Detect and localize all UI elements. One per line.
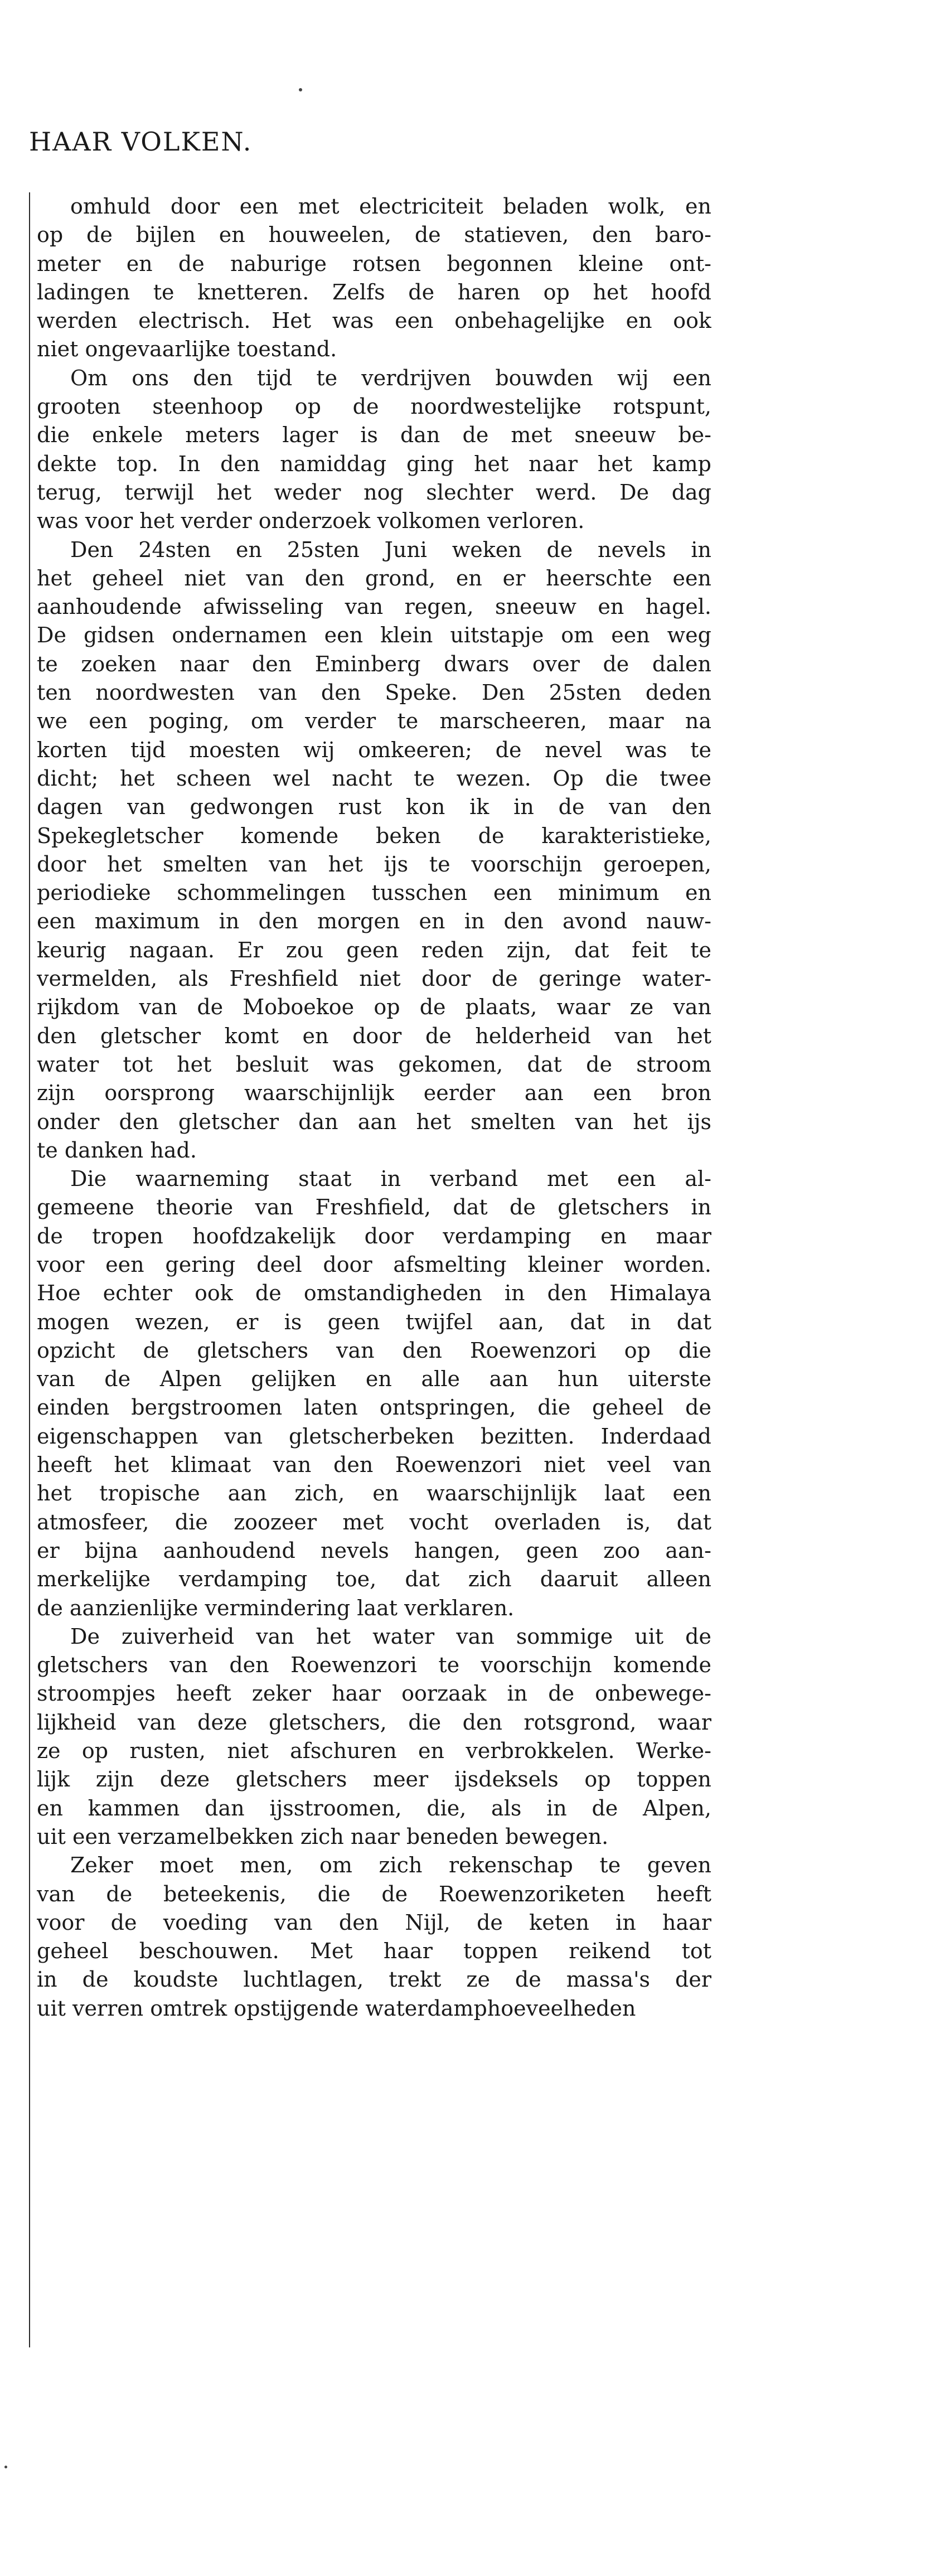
text-line: aanhoudende afwisseling van regen, sneeuw en hagel. bbox=[37, 594, 711, 619]
margin-rule bbox=[29, 192, 30, 2347]
text-line: meter en de naburige rotsen begonnen kleine ont- bbox=[37, 251, 711, 276]
text-line: atmosfeer, die zoozeer met vocht overladen is, dat bbox=[37, 1509, 711, 1534]
paragraph bbox=[37, 364, 711, 536]
text-line: dekte top. In den namiddag ging het naar het kamp bbox=[37, 451, 711, 476]
text-line: grooten steenhoop op de noordwestelijke rotspunt, bbox=[37, 394, 711, 419]
text-line: vermelden, als Freshfield niet door de geringe water- bbox=[37, 966, 711, 991]
paragraph bbox=[37, 536, 711, 1165]
text-line: in de koudste luchtlagen, trekt ze de massa's der bbox=[37, 1967, 711, 1992]
text-line: van de Alpen gelijken en alle aan hun uiterste bbox=[37, 1367, 711, 1392]
text-line: niet ongevaarlijke toestand. bbox=[37, 337, 337, 362]
text-line: die enkele meters lager is dan de met sneeuw be- bbox=[37, 423, 711, 448]
text-line: lijkheid van deze gletschers, die den rotsgrond, waar bbox=[37, 1710, 711, 1735]
text-line: ladingen te knetteren. Zelfs de haren op het hoofd bbox=[37, 279, 711, 304]
text-line: een maximum in den morgen en in den avond nauw- bbox=[37, 909, 711, 934]
text-line: het geheel niet van den grond, en er heerschte een bbox=[37, 565, 711, 590]
paragraph bbox=[37, 1165, 711, 1623]
text-line: voor een gering deel door afsmelting kleiner worden. bbox=[37, 1252, 711, 1277]
text-line: van de beteekenis, die de Roewenzoriketen heeft bbox=[37, 1881, 711, 1906]
text-line: uit verren omtrek opstijgende waterdamphoeveelheden bbox=[37, 1996, 636, 2021]
text-line: te zoeken naar den Eminberg dwars over de dalen bbox=[37, 651, 711, 676]
text-line: heeft het klimaat van den Roewenzori niet veel van bbox=[37, 1452, 711, 1478]
text-line: was voor het verder onderzoek volkomen verloren. bbox=[37, 509, 585, 534]
text-line: op de bijlen en houweelen, de statieven, den baro- bbox=[37, 222, 711, 248]
text-line: Spekegletscher komende beken de karakteristieke, bbox=[37, 823, 711, 848]
text-line: gemeene theorie van Freshfield, dat de gletschers in bbox=[37, 1195, 711, 1220]
printing-speck-bottom bbox=[4, 2466, 7, 2468]
text-line: gletschers van den Roewenzori te voorschijn komende bbox=[37, 1653, 711, 1678]
text-line: Om ons den tijd te verdrijven bouwden wij een bbox=[70, 365, 711, 390]
paragraph bbox=[37, 192, 711, 364]
text-line: keurig nagaan. Er zou geen reden zijn, dat feit te bbox=[37, 937, 711, 962]
text-line: geheel beschouwen. Met haar toppen reikend tot bbox=[37, 1939, 711, 1964]
text-line: te danken had. bbox=[37, 1137, 197, 1163]
text-line: den gletscher komt en door de helderheid van het bbox=[37, 1023, 711, 1048]
printing-speck-top bbox=[299, 88, 302, 91]
text-line: einden bergstroomen laten ontspringen, die geheel de bbox=[37, 1395, 711, 1420]
text-line: water tot het besluit was gekomen, dat de stroom bbox=[37, 1052, 711, 1077]
text-line: dagen van gedwongen rust kon ik in de van den bbox=[37, 795, 711, 820]
text-line: onder den gletscher dan aan het smelten van het ijs bbox=[37, 1109, 711, 1134]
text-line: mogen wezen, er is geen twijfel aan, dat in dat bbox=[37, 1309, 711, 1334]
text-line: periodieke schommelingen tusschen een minimum en bbox=[37, 880, 711, 906]
text-line: voor de voeding van den Nijl, de keten in haar bbox=[37, 1910, 711, 1935]
text-line: door het smelten van het ijs te voorschijn geroepen, bbox=[37, 851, 711, 877]
text-line: zijn oorsprong waarschijnlijk eerder aan een bron bbox=[37, 1081, 711, 1106]
text-line: ten noordwesten van den Speke. Den 25sten deden bbox=[37, 680, 711, 705]
text-line: omhuld door een met electriciteit beladen wolk, en bbox=[70, 194, 711, 219]
text-line: terug, terwijl het weder nog slechter werd. De dag bbox=[37, 480, 711, 505]
text-line: Hoe echter ook de omstandigheden in den Himalaya bbox=[37, 1281, 711, 1306]
paragraph bbox=[37, 1623, 711, 1851]
text-line: Den 24sten en 25sten Juni weken de nevels in bbox=[70, 537, 711, 562]
text-line: eigenschappen van gletscherbeken bezitten. Inderdaad bbox=[37, 1423, 711, 1449]
text-line: korten tijd moesten wij omkeeren; de nevel was te bbox=[37, 737, 711, 762]
paragraph bbox=[37, 1851, 711, 2023]
text-line: werden electrisch. Het was een onbehagelijke en ook bbox=[37, 308, 711, 333]
text-line: rijkdom van de Moboekoe op de plaats, waar ze van bbox=[37, 995, 711, 1020]
text-line: De zuiverheid van het water van sommige uit de bbox=[70, 1624, 711, 1649]
text-line: merkelijke verdamping toe, dat zich daaruit alleen bbox=[37, 1567, 711, 1592]
text-line: opzicht de gletschers van den Roewenzori op die bbox=[37, 1338, 711, 1363]
text-line: de tropen hoofdzakelijk door verdamping en maar bbox=[37, 1223, 711, 1248]
text-line: ze op rusten, niet afschuren en verbrokkelen. Werke- bbox=[37, 1739, 711, 1764]
text-line: we een poging, om verder te marscheeren, maar na bbox=[37, 709, 711, 734]
text-line: en kammen dan ijsstroomen, die, als in de Alpen, bbox=[37, 1795, 711, 1820]
text-line: de aanzienlijke vermindering laat verklaren. bbox=[37, 1595, 515, 1620]
text-line: lijk zijn deze gletschers meer ijsdeksels op toppen bbox=[37, 1767, 711, 1792]
running-head: HAAR VOLKEN. bbox=[29, 127, 253, 157]
text-line: Die waarneming staat in verband met een al- bbox=[70, 1166, 711, 1192]
text-column bbox=[37, 192, 711, 2023]
text-line: uit een verzamelbekken zich naar beneden bewegen. bbox=[37, 1824, 609, 1849]
text-line: Zeker moet men, om zich rekenschap te geven bbox=[70, 1853, 711, 1878]
text-line: De gidsen ondernamen een klein uitstapje om een weg bbox=[37, 623, 711, 648]
text-line: stroompjes heeft zeker haar oorzaak in de onbewege- bbox=[37, 1681, 711, 1706]
text-line: het tropische aan zich, en waarschijnlijk laat een bbox=[37, 1481, 711, 1506]
text-line: dicht; het scheen wel nacht te wezen. Op die twee bbox=[37, 766, 711, 791]
text-line: er bijna aanhoudend nevels hangen, geen zoo aan- bbox=[37, 1538, 711, 1563]
